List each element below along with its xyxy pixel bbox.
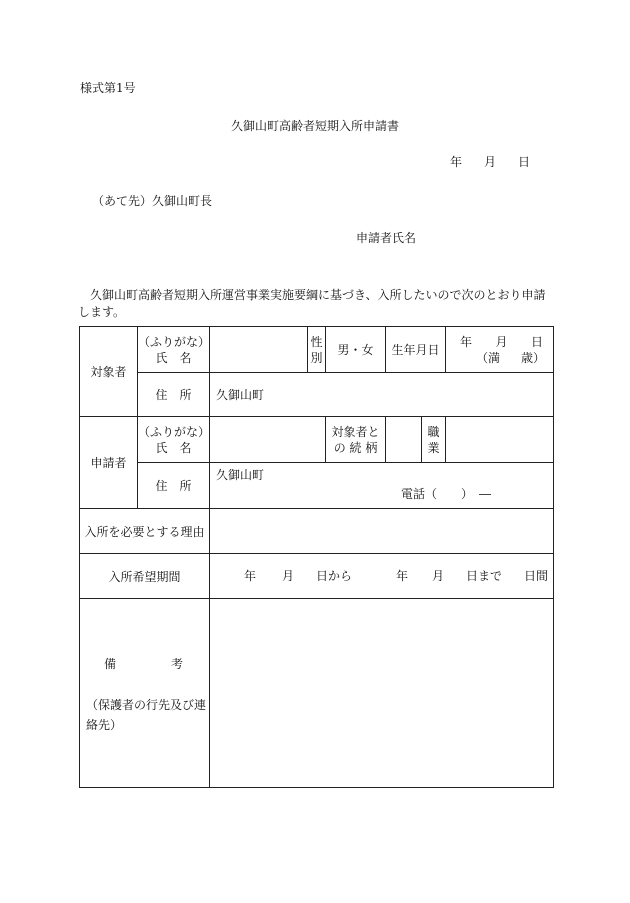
subject-address-field[interactable]: 久御山町 [210,373,554,417]
application-form-table [79,326,554,788]
applicant-name-label-cell: （ふりがな） 氏 名 [138,417,210,463]
notes-field[interactable] [210,599,554,788]
notes-subtitle: （保護者の行先及び連絡先） [86,698,207,732]
notes-label [80,599,210,788]
notes-char-2: 考 [170,657,183,671]
relation-label: 対象者と の 続 柄 [326,417,386,463]
reason-field[interactable] [210,509,554,554]
date-year-label: 年 [450,155,463,169]
subject-address-label: 住 所 [138,373,210,417]
notes-char-1: 備 [104,657,117,671]
period-days: 日間 [524,569,549,583]
addressee: （あて先）久御山町長 [92,194,213,208]
date-month-label: 月 [484,155,497,169]
occupation-field[interactable] [446,417,554,463]
subject-section-label: 対象者 [80,327,138,417]
intro-text: 久御山町高齢者短期入所運営事業実施要綱に基づき、入所したいので次のとおり申請します。 [78,288,546,319]
occupation-label: 職 業 [422,417,446,463]
applicant-address-field[interactable] [210,463,554,509]
period-day-to: 日まで [466,569,503,583]
applicant-address-label: 住 所 [138,463,210,509]
date-day-label: 日 [518,155,531,169]
period-day-from: 日から [316,569,353,583]
applicant-name-field[interactable] [210,417,326,463]
applicant-address-value: 久御山町 [216,468,265,482]
birthdate-field[interactable]: 年 月 日 （満 歳） [446,327,554,373]
subject-name-field[interactable] [210,327,308,373]
period-month-to: 月 [432,569,445,583]
relation-field[interactable] [386,417,422,463]
reason-label: 入所を必要とする理由 [80,509,210,554]
subject-name-label: （ふりがな） 氏 名 [138,327,210,373]
period-field[interactable] [210,554,554,599]
applicant-name-label: 申請者氏名 [356,231,417,245]
gender-options[interactable]: 男・女 [326,327,386,373]
period-year-to: 年 [396,569,409,583]
birthdate-label: 生年月日 [386,327,446,373]
page-title: 久御山町高齢者短期入所申請書 [230,119,399,133]
applicant-section-label: 申請者 [80,417,138,509]
gender-label: 性 別 [308,327,326,373]
period-month-from: 月 [282,569,295,583]
period-label: 入所希望期間 [80,554,210,599]
period-year-from: 年 [244,569,257,583]
form-number: 様式第1号 [80,81,136,95]
phone-field: 電話（ ） ― [401,487,492,501]
